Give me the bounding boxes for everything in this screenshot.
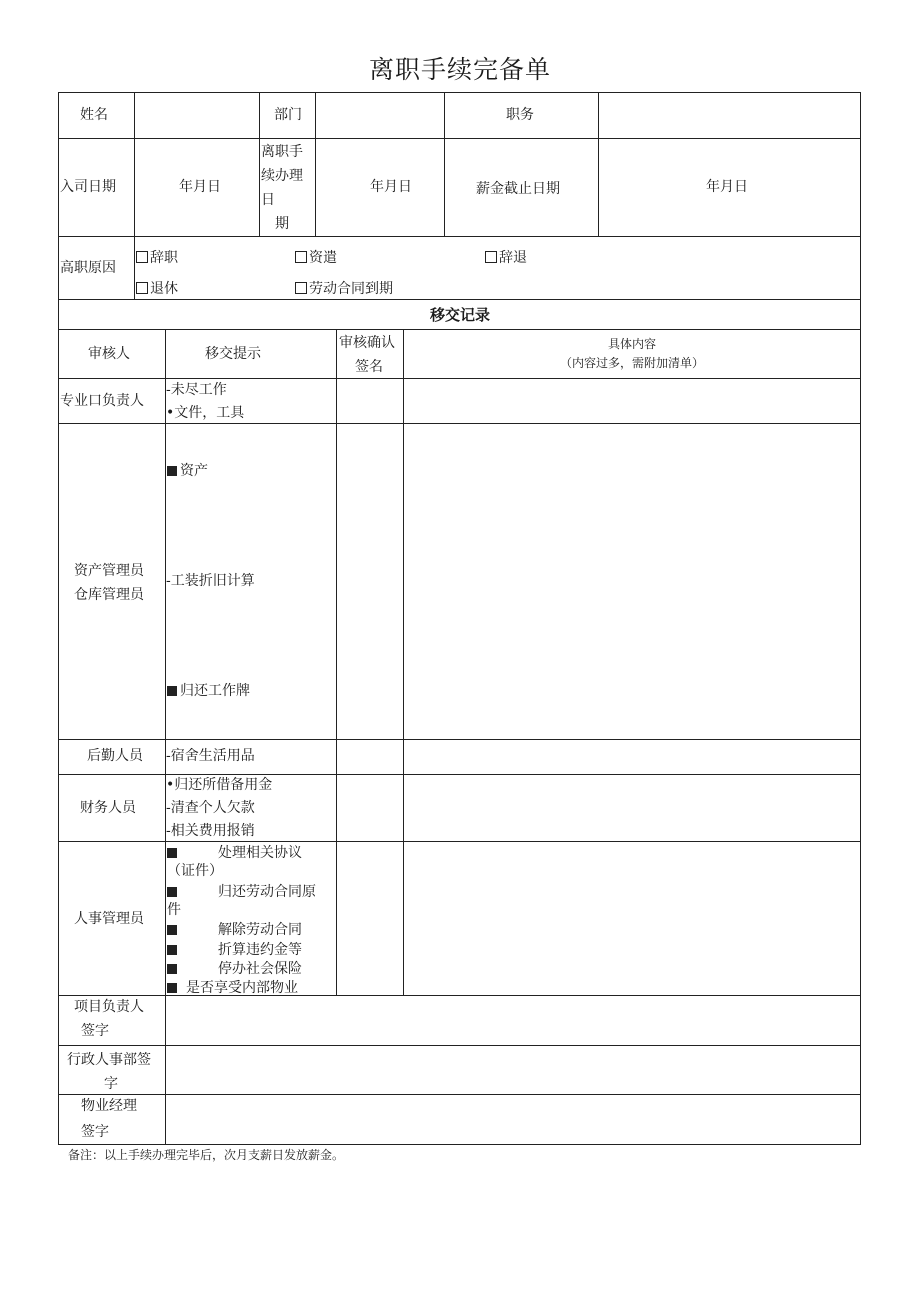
r4-content-cell[interactable] [403,774,861,842]
bullet-square-icon [167,925,177,935]
checkbox-icon[interactable] [485,251,497,263]
bullet-square-icon [167,964,177,974]
r4-hint-3: -相关费用报销 [166,823,255,839]
reason-option-layoff[interactable]: 资遣 [295,248,337,268]
bullet-square-icon [167,686,177,696]
admin-sign-label-1: 行政人事部签 [67,1052,151,1068]
position-label: 职务 [506,107,534,123]
entry-date-label: 入司日期 [60,179,116,195]
r5-content-cell[interactable] [403,841,861,996]
r3-hint-1: -宿舍生活用品 [166,748,255,764]
r2-hint-2: -工装折旧计算 [166,573,255,589]
reason-label: 高职原因 [60,260,116,276]
project-sign-label-1: 项目负责人 [74,999,144,1015]
leave-date-value: 年月日 [370,179,412,195]
reason-option-dismiss[interactable]: 辞退 [485,248,527,268]
r1-hint-1: -未尽工作 [166,382,227,398]
checkbox-icon[interactable] [295,282,307,294]
dept-label: 部门 [274,107,302,123]
dept-value-cell[interactable] [315,92,445,139]
r5-hint-1b: （证件） [167,863,223,879]
r2-reviewer-2: 仓库管理员 [74,587,144,603]
bullet-square-icon [167,945,177,955]
leave-date-label-3: 日 [261,192,275,208]
r4-reviewer: 财务人员 [80,800,136,816]
salary-cutoff-value: 年月日 [706,179,748,195]
r5-hint-3: 解除劳动合同 [167,920,302,940]
checkbox-icon[interactable] [136,282,148,294]
r4-sign-cell[interactable] [336,774,404,842]
r2-sign-cell[interactable] [336,423,404,740]
r3-sign-cell[interactable] [336,739,404,775]
checkbox-icon[interactable] [136,251,148,263]
reason-option-retire[interactable]: 退休 [136,279,178,299]
r2-reviewer-1: 资产管理员 [74,563,144,579]
col-sign-1: 审核确认 [339,335,395,351]
property-sign-value-cell[interactable] [165,1094,861,1145]
r1-reviewer: 专业口负责人 [60,393,144,409]
r1-content-cell[interactable] [403,378,861,424]
position-value-cell[interactable] [598,92,861,139]
col-reviewer: 审核人 [88,346,130,362]
bullet-square-icon [167,983,177,993]
bullet-square-icon [167,848,177,858]
project-sign-value-cell[interactable] [165,995,861,1046]
leave-date-label-2: 续办理 [261,168,303,184]
col-content-2: （内容过多，需附加清单） [559,356,704,370]
page-title: 离职手续完备单 [368,55,551,84]
reason-option-contract-end[interactable]: 劳动合同到期 [295,279,393,299]
footnote: 备注：以上手续办理完毕后，次月支薪日发放薪金。 [68,1148,345,1162]
r4-hint-1: •归还所借备用金 [166,777,273,793]
r5-hint-5: 停办社会保险 [167,959,302,979]
leave-date-label-1: 离职手 [261,144,303,160]
bullet-square-icon [167,887,177,897]
r5-hint-4: 折算违约金等 [167,940,302,960]
admin-sign-label-2: 字 [104,1076,118,1092]
reason-option-resign[interactable]: 辞职 [136,248,178,268]
r3-content-cell[interactable] [403,739,861,775]
checkbox-icon[interactable] [295,251,307,263]
col-sign-2: 签名 [355,359,383,375]
r4-hint-2: -清查个人欠款 [166,800,255,816]
r5-reviewer: 人事管理员 [74,911,144,927]
r2-hint-3: 归还工作牌 [167,681,250,701]
bullet-square-icon [167,466,177,476]
entry-date-value: 年月日 [179,179,221,195]
admin-sign-value-cell[interactable] [165,1045,861,1095]
r5-hint-1: 处理相关协议 [167,843,302,863]
r2-reviewer-cell [58,423,166,740]
r5-hint-2b: 件 [167,902,181,918]
col-content-1: 具体内容 [607,337,656,351]
property-sign-label-1: 物业经理 [81,1098,137,1114]
r3-reviewer: 后勤人员 [87,748,143,764]
leave-date-label-4: 期 [275,216,289,232]
r5-hint-6: 是否享受内部物业 [167,978,298,998]
r1-sign-cell[interactable] [336,378,404,424]
r5-sign-cell[interactable] [336,841,404,996]
col-hint: 移交提示 [205,346,261,362]
name-value-cell[interactable] [134,92,260,139]
project-sign-label-2: 签字 [81,1023,109,1039]
r2-content-cell[interactable] [403,423,861,740]
r2-hint-1: 资产 [167,461,208,481]
reason-options-cell [134,236,861,300]
property-sign-label-2: 签字 [81,1124,109,1140]
section-title: 移交记录 [429,306,490,324]
r5-hint-2: 归还劳动合同原 [167,882,316,902]
name-label: 姓名 [80,107,108,123]
salary-cutoff-label: 薪金截止日期 [476,181,560,197]
r1-hint-2: •文件，工具 [166,405,245,421]
